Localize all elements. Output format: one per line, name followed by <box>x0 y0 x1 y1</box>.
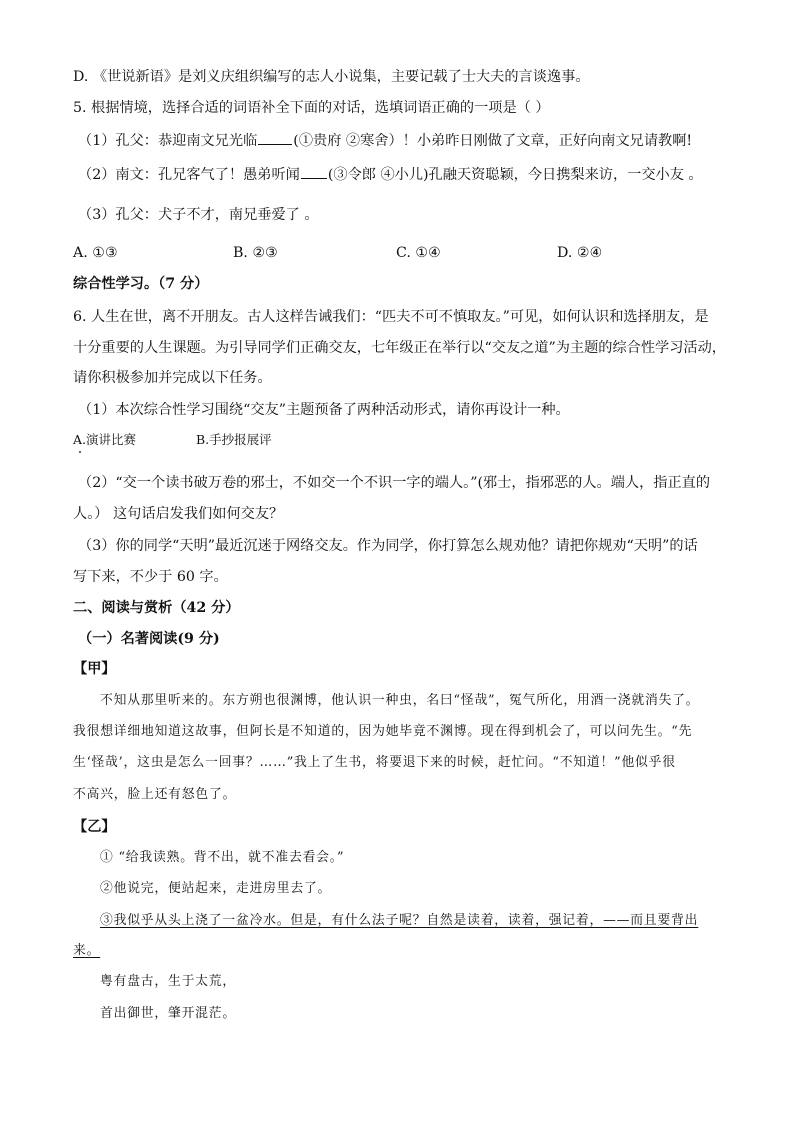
stray-dot <box>79 451 81 453</box>
yi-line-2: ②他说完，便站起来，走进房里去了。 <box>100 881 332 896</box>
q5-blank-2 <box>301 164 327 179</box>
q5-line-2-part-a: （2）南文：孔兄客气了！愚弟听闻 <box>78 167 300 183</box>
yi-line-4: 来。 <box>73 943 101 958</box>
yi-poem-line-2: 首出御世，肇开混茫。 <box>100 1006 236 1021</box>
jia-line-4: 不高兴，脸上还有怒色了。 <box>73 787 237 802</box>
q5-line-2-part-b: (③令郎 ④小儿)孔融天资聪颖，今日携梨来访，一交小友 。 <box>327 167 703 183</box>
q6-option-a: A.演讲比赛 <box>73 432 137 447</box>
jia-line-1: 不知从那里听来的。东方朔也很渊博，他认识一种虫，名曰“怪哉”，冤气所化，用酒一浇就消失了。 <box>100 693 700 708</box>
q6-sub-question-3-line-2: 写下来，不少于 60 字。 <box>73 569 228 585</box>
q6-paragraph-line-3: 请你积极参加并完成以下任务。 <box>73 370 272 386</box>
yi-line-3: ③我似乎从头上浇了一盆冷水。但是，有什么法子呢？自然是读着，读着，强记着，——而且要背出 <box>100 913 699 928</box>
q5-option-d: D. ②④ <box>557 245 603 261</box>
yi-line-1: ① “给我读熟。背不出，就不准去看会。” <box>100 850 345 865</box>
jia-line-3: 生‘怪哉’，这虫是怎么一回事？……”我上了生书，将要退下来的时候，赶忙问。“不知道！”他似乎很 <box>73 755 676 770</box>
q5-option-a: A. ①③ <box>73 245 118 261</box>
q5-line-1 <box>78 130 692 151</box>
q6-option-b: B.手抄报展评 <box>196 432 272 447</box>
section-2-heading: 二、阅读与赏析（42 分） <box>73 600 240 616</box>
q6-sub-question-1: （1）本次综合性学习围绕“交友”主题预备了两种活动形式，请你再设计一种。 <box>78 402 570 418</box>
q6-sub-question-2-line-2: 人。） 这句话启发我们如何交友？ <box>73 506 284 522</box>
q5-line-1-part-a: （1）孔父：恭迎南文兄光临 <box>78 133 258 149</box>
jia-line-2: 我很想详细地知道这故事，但阿长是不知道的，因为她毕竟不渊博。现在得到机会了，可以问先生。“先 <box>73 724 693 739</box>
jia-label: 【甲】 <box>73 661 116 677</box>
q5-stem: 5. 根据情境，选择合适的词语补全下面的对话，选填词语正确的一项是（ ） <box>73 100 550 116</box>
q6-paragraph-line-1: 6. 人生在世，离不开朋友。古人这样告诫我们：“匹夫不可不慎取友。”可见，如何认识和选择朋友，是 <box>73 309 709 325</box>
part-1-heading: （一）名著阅读(9 分) <box>78 631 220 647</box>
yi-label: 【乙】 <box>73 819 116 835</box>
section-comprehensive-heading: 综合性学习。（7 分） <box>73 276 209 292</box>
yi-poem-line-1: 粤有盘古，生于太荒， <box>100 974 236 989</box>
q6-sub-question-2-line-1: （2）“交一个读书破万卷的邪士，不如交一个不识一字的端人。”(邪士，指邪恶的人。端人，指正直的 <box>78 475 711 491</box>
q5-option-c: C. ①④ <box>396 245 441 261</box>
q6-paragraph-line-2: 十分重要的人生课题。为引导同学们正确交友，七年级正在举行以“交友之道”为主题的综合性学习活动， <box>73 340 726 356</box>
q5-line-2 <box>78 164 703 185</box>
q5-blank-1 <box>258 130 292 145</box>
q5-line-3: （3）孔父：犬子不才，南兄垂爱了 。 <box>78 207 319 223</box>
q5-option-b: B. ②③ <box>233 245 278 261</box>
q4-option-d: D. 《世说新语》是刘义庆组织编写的志人小说集，主要记载了士大夫的言谈逸事。 <box>73 69 590 85</box>
q6-sub-question-3-line-1: （3）你的同学“天明”最近沉迷于网络交友。作为同学，你打算怎么规劝他？请把你规劝“天明”的话 <box>78 538 698 554</box>
q5-line-1-part-b: (①贵府 ②寒舍）！小弟昨日刚做了文章，正好向南文兄请教啊! <box>293 133 693 149</box>
